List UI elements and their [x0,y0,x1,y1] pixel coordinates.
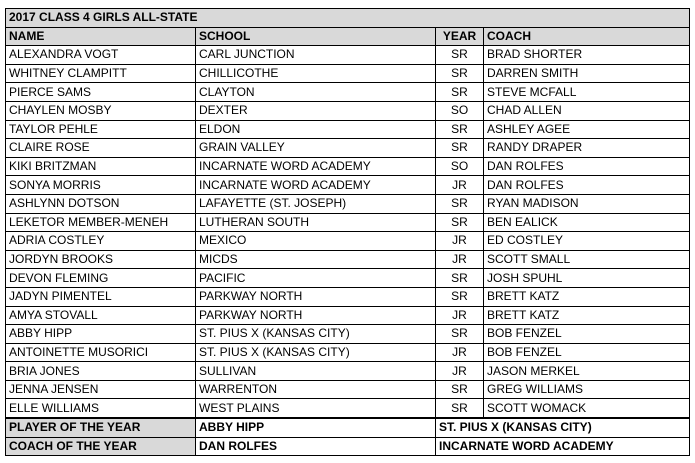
table-row [6,287,690,306]
player-name-cell: KIKI BRITZMAN [6,157,196,176]
player-year-cell: JR [436,306,484,325]
award-label: PLAYER OF THE YEAR [6,418,196,437]
table-row [6,101,690,120]
player-year-cell: JR [436,343,484,362]
player-year-cell: SR [436,269,484,288]
player-year-cell: SR [436,64,484,83]
award-row [6,437,690,456]
player-name-cell: ANTOINETTE MUSORICI [6,343,196,362]
player-year-cell: SR [436,120,484,139]
player-coach-cell: GREG WILLIAMS [484,380,690,399]
player-school-cell: INCARNATE WORD ACADEMY [196,176,436,195]
award-winner-school: INCARNATE WORD ACADEMY [436,437,690,456]
table-row [6,46,690,65]
all-state-table [5,8,690,456]
player-school-cell: WEST PLAINS [196,399,436,418]
all-state-sheet [5,8,689,456]
player-year-cell: JR [436,250,484,269]
player-year-cell: SR [436,83,484,102]
player-name-cell: JORDYN BROOKS [6,250,196,269]
table-row [6,306,690,325]
column-header-year: YEAR [436,27,484,46]
table-row [6,120,690,139]
player-school-cell: MEXICO [196,232,436,251]
table-row [6,325,690,344]
table-row [6,83,690,102]
player-school-cell: GRAIN VALLEY [196,139,436,158]
table-row [6,269,690,288]
player-school-cell: PARKWAY NORTH [196,287,436,306]
player-coach-cell: ED COSTLEY [484,232,690,251]
player-name-cell: SONYA MORRIS [6,176,196,195]
table-row [6,380,690,399]
award-winner-name: ABBY HIPP [196,418,436,437]
player-school-cell: LUTHERAN SOUTH [196,213,436,232]
table-row [6,213,690,232]
player-coach-cell: SCOTT SMALL [484,250,690,269]
player-name-cell: ADRIA COSTLEY [6,232,196,251]
player-coach-cell: BOB FENZEL [484,343,690,362]
player-year-cell: SR [436,139,484,158]
player-coach-cell: BRAD SHORTER [484,46,690,65]
player-coach-cell: RANDY DRAPER [484,139,690,158]
award-rows [6,418,690,456]
table-row [6,343,690,362]
column-header-school: SCHOOL [196,27,436,46]
player-school-cell: CHILLICOTHE [196,64,436,83]
player-name-cell: ASHLYNN DOTSON [6,194,196,213]
award-row [6,418,690,437]
player-name-cell: LEKETOR MEMBER-MENEH [6,213,196,232]
player-year-cell: SR [436,46,484,65]
player-coach-cell: RYAN MADISON [484,194,690,213]
table-row [6,250,690,269]
player-year-cell: SO [436,157,484,176]
player-name-cell: BRIA JONES [6,362,196,381]
player-coach-cell: SCOTT WOMACK [484,399,690,418]
player-school-cell: DEXTER [196,101,436,120]
player-name-cell: AMYA STOVALL [6,306,196,325]
player-school-cell: CARL JUNCTION [196,46,436,65]
player-coach-cell: DARREN SMITH [484,64,690,83]
player-school-cell: CLAYTON [196,83,436,102]
player-year-cell: SR [436,325,484,344]
player-name-cell: JENNA JENSEN [6,380,196,399]
award-winner-school: ST. PIUS X (KANSAS CITY) [436,418,690,437]
table-row [6,64,690,83]
player-school-cell: MICDS [196,250,436,269]
table-row [6,157,690,176]
player-coach-cell: BRETT KATZ [484,306,690,325]
player-school-cell: ST. PIUS X (KANSAS CITY) [196,325,436,344]
player-rows [6,46,690,418]
player-school-cell: LAFAYETTE (ST. JOSEPH) [196,194,436,213]
header-row [6,27,690,46]
table-row [6,232,690,251]
player-name-cell: ALEXANDRA VOGT [6,46,196,65]
table-row [6,139,690,158]
player-school-cell: PARKWAY NORTH [196,306,436,325]
table-row [6,194,690,213]
player-coach-cell: JOSH SPUHL [484,269,690,288]
player-coach-cell: JASON MERKEL [484,362,690,381]
player-coach-cell: CHAD ALLEN [484,101,690,120]
player-school-cell: ST. PIUS X (KANSAS CITY) [196,343,436,362]
player-name-cell: JADYN PIMENTEL [6,287,196,306]
table-row [6,362,690,381]
player-year-cell: SO [436,101,484,120]
award-winner-name: DAN ROLFES [196,437,436,456]
player-year-cell: JR [436,232,484,251]
player-school-cell: WARRENTON [196,380,436,399]
table-row [6,176,690,195]
player-school-cell: ELDON [196,120,436,139]
player-name-cell: ELLE WILLIAMS [6,399,196,418]
player-name-cell: ABBY HIPP [6,325,196,344]
player-year-cell: SR [436,213,484,232]
player-name-cell: TAYLOR PEHLE [6,120,196,139]
player-coach-cell: BOB FENZEL [484,325,690,344]
player-school-cell: PACIFIC [196,269,436,288]
player-coach-cell: ASHLEY AGEE [484,120,690,139]
player-coach-cell: BEN EALICK [484,213,690,232]
column-header-coach: COACH [484,27,690,46]
title-row [6,9,690,28]
column-header-name: NAME [6,27,196,46]
player-coach-cell: DAN ROLFES [484,176,690,195]
player-name-cell: DEVON FLEMING [6,269,196,288]
player-name-cell: WHITNEY CLAMPITT [6,64,196,83]
player-year-cell: SR [436,380,484,399]
player-coach-cell: DAN ROLFES [484,157,690,176]
player-name-cell: CLAIRE ROSE [6,139,196,158]
player-coach-cell: BRETT KATZ [484,287,690,306]
player-school-cell: SULLIVAN [196,362,436,381]
table-row [6,399,690,418]
award-label: COACH OF THE YEAR [6,437,196,456]
player-year-cell: JR [436,362,484,381]
player-year-cell: SR [436,399,484,418]
table-title: 2017 CLASS 4 GIRLS ALL-STATE [6,9,690,28]
player-school-cell: INCARNATE WORD ACADEMY [196,157,436,176]
player-year-cell: JR [436,176,484,195]
player-coach-cell: STEVE MCFALL [484,83,690,102]
player-year-cell: SR [436,194,484,213]
player-year-cell: SR [436,287,484,306]
player-name-cell: PIERCE SAMS [6,83,196,102]
player-name-cell: CHAYLEN MOSBY [6,101,196,120]
